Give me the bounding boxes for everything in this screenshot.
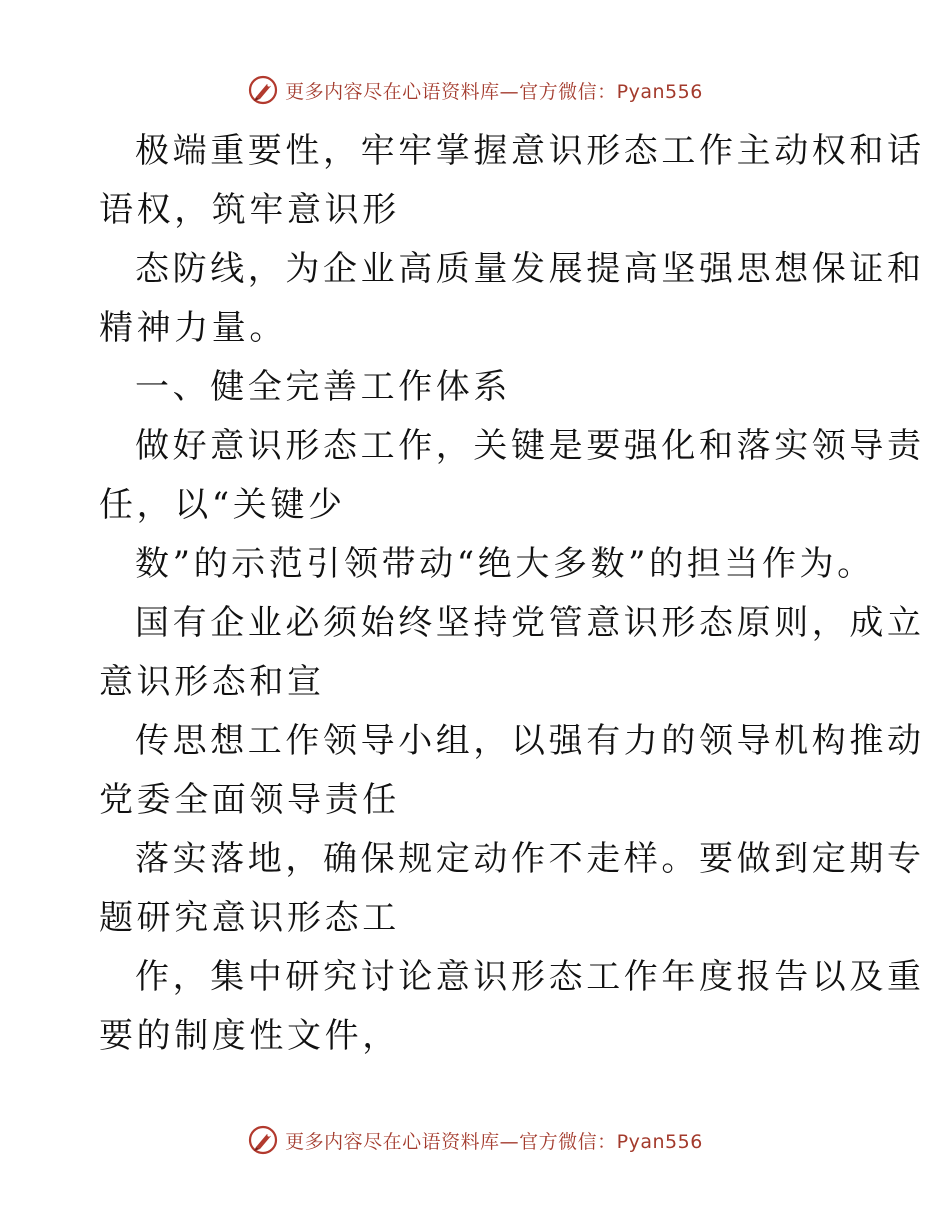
header-banner-text: 更多内容尽在心语资料库—官方微信：Pyan556 xyxy=(285,80,703,103)
paragraph-line: 数”的示范引领带动“绝大多数”的担当作为。 xyxy=(135,544,875,584)
paragraph-line: 态防线，为企业高质量发展提高坚强思想保证和 xyxy=(135,249,925,289)
paragraph-line: 做好意识形态工作，关键是要强化和落实领导责 xyxy=(135,426,925,466)
paragraph-line: 国有企业必须始终坚持党管意识形态原则，成立 xyxy=(135,603,925,643)
pen-nib-logo-icon xyxy=(247,1124,279,1156)
paragraph-line: 极端重要性，牢牢掌握意识形态工作主动权和话 xyxy=(135,131,925,171)
footer-banner xyxy=(0,1120,950,1160)
paragraph-line: 精神力量。 xyxy=(99,308,287,348)
paragraph-line: 意识形态和宣 xyxy=(99,662,325,702)
paragraph-line: 要的制度性文件， xyxy=(99,1016,400,1056)
header-banner xyxy=(0,70,950,110)
paragraph-line: 题研究意识形态工 xyxy=(99,898,400,938)
paragraph-line: 作，集中研究讨论意识形态工作年度报告以及重 xyxy=(135,957,925,997)
paragraph-line: 语权，筑牢意识形 xyxy=(99,190,400,230)
paragraph-line: 党委全面领导责任 xyxy=(99,780,400,820)
footer-banner-text: 更多内容尽在心语资料库—官方微信：Pyan556 xyxy=(285,1130,703,1153)
section-heading: 一、健全完善工作体系 xyxy=(135,367,511,407)
paragraph-line: 任，以“关键少 xyxy=(99,485,346,525)
pen-nib-logo-icon xyxy=(247,74,279,106)
paragraph-line: 传思想工作领导小组，以强有力的领导机构推动 xyxy=(135,721,925,761)
paragraph-line: 落实落地，确保规定动作不走样。要做到定期专 xyxy=(135,839,925,879)
document-body xyxy=(99,122,925,1066)
